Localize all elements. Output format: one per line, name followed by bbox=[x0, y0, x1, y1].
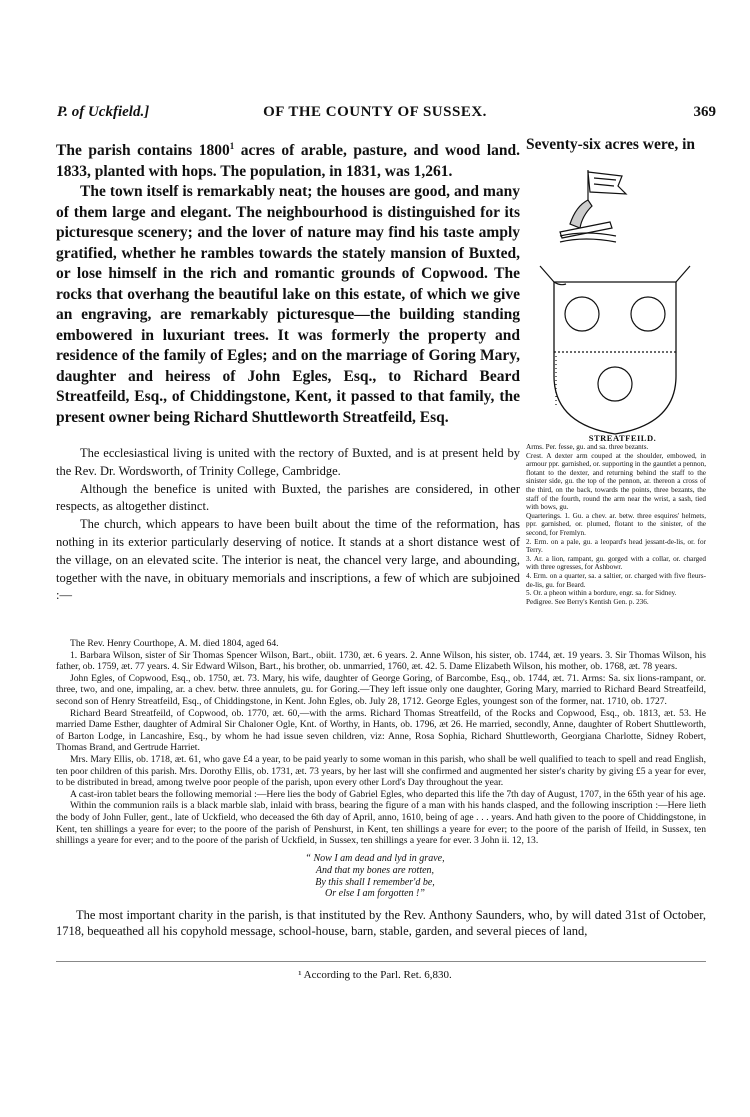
church-text bbox=[56, 445, 520, 605]
arms-line: 4. Erm. on a quarter, sa. a saltier, or. charged with five fleurs-de-lis, gu. for Beard. bbox=[526, 571, 706, 589]
memorial-notes bbox=[56, 638, 706, 847]
charity-text bbox=[56, 908, 706, 939]
church-paragraph-2: Although the benefice is united with Buxted, the parishes are considered, in other respects, as altogether distinct. bbox=[56, 481, 520, 514]
memorial-note: Mrs. Mary Ellis, ob. 1718, æt. 61, who gave £4 a year, to be paid yearly to some woman in this parish, who shall be well qualified to teach to spell and read English, ten poor children of this parish. Mrs. Dorothy Ellis, ob. 1731, æt. 73 years, by her last will she confirmed and augmented her sister's charity by giving £5 a year for ever, to be distributed in bread, among twelve poor people of the parish, upon every other Lord's Day throughout the year. bbox=[56, 753, 706, 789]
arms-title: STREATFEILD. bbox=[588, 433, 657, 443]
epitaph-poem bbox=[0, 853, 750, 900]
memorial-note: The Rev. Henry Courthope, A. M. died 1804, aged 64. bbox=[70, 638, 279, 649]
charity-paragraph: The most important charity in the parish, is that instituted by the Rev. Anthony Saunders, who, by will dated 31st of October, 1718, bequeathed all his copyhold message, school-house, barn, stable, garden, and several pieces of land, bbox=[56, 908, 706, 938]
page-number: 369 bbox=[693, 104, 716, 120]
arms-line: Quarterings. 1. Gu. a chev. ar. betw. three esquires' helmets, ppr. garnished, or. plumed, flotant to the sinister, of the second, for Fremlyn. bbox=[526, 511, 706, 537]
arms-line: Pedigree. See Berry's Kentish Gen. p. 236. bbox=[526, 597, 649, 606]
footnote: ¹ According to the Parl. Ret. 6,830. bbox=[298, 969, 452, 981]
footnote-rule bbox=[56, 961, 706, 962]
church-paragraph-1: The ecclesiastical living is united with the rectory of Buxted, and is at present held by the Rev. Dr. Wordsworth, of Trinity College, Cambridge. bbox=[56, 446, 520, 478]
poem-line: By this shall I remember'd be, bbox=[315, 876, 435, 888]
arms-line: Arms. Per. fesse, gu. and sa. three bezants. bbox=[526, 443, 649, 451]
memorial-note: 1. Barbara Wilson, sister of Sir Thomas Spencer Wilson, Bart., obiit. 1730, æt. 6 years. 2. Anne Wilson, his sister, ob. 1744, æt. 19 years. 3. Sir Thomas Wilson, his father, ob. 1759, æt. 77 years. 4. Sir Edward Wilson, Bart., his brother, ob. unmarried, 1760, æt. 42. 5. Dame Elizabeth Wilson, his mother, ob. 1768, æt. 78 years. bbox=[56, 649, 706, 673]
poem-line: And that my bones are rotten, bbox=[315, 864, 435, 876]
memorial-note: A cast-iron tablet bears the following memorial :—Here lies the body of Gabriel Egles, who departed this life the 7th day of August, 1707, in the 65th year of his age. bbox=[70, 788, 706, 800]
memorial-note: Richard Beard Streatfeild, of Copwood, ob. 1770, æt. 60,—with the arms. Richard Thomas Streatfeild, of the Rocks and Copwood, Esq., ob. 1813, æt. 53. He married Dame Esther, daughter of Admiral Sir Chaloner Ogle, Knt. of Worthy, in Hants, ob. 1796, æt 26. He married, secondly, Anne, daughter of Robert Shuttleworth, of Barton Lodge, in Lancashire, Esq., by whom he had issue seven children, viz: Anne, Rosa Sophia, Richard Shuttleworth, Georgiana Charlotte, Sidney Robert, Thomas Brand, and Gertrude Harriet. bbox=[56, 707, 706, 754]
memorial-note: Within the communion rails is a black marble slab, inlaid with brass, bearing the figure of a man with his hands clasped, and the following inscription :—Here lieth the body of John Fuller, gent., late of Uckfield, who deceased the 6th day of April, anno, 1610, being of age . . . years. And hath given to the poore of Chiddingstone, in Kent, ten shillings a yeare for ever; to the poore of the parish of Penshurst, in Kent, ten shillings a yeare for ever; to the poore of the parish of Ifeild, in Sussex, ten shillings a yeare for ever; and to the poore of the parish of Uckfield, in Sussex, ten shillings a yeare for ever. 3 John ii. 12, 13. bbox=[56, 800, 706, 847]
coat-of-arms-icon bbox=[530, 166, 710, 436]
arms-line: 3. Ar. a lion, rampant, gu. gorged with a collar, or. charged with three ogresses, for Ashbowr. bbox=[526, 554, 706, 572]
main-text bbox=[56, 136, 520, 428]
poem-line: “ Now I am dead and lyd in grave, bbox=[305, 853, 445, 864]
main-paragraph-1: The parish contains 1800$^1$ acres of arable, pasture, and wood land. 1833, planted with hops. The population, in 1831, was 1,261. bbox=[56, 141, 520, 180]
memorial-note: John Egles, of Copwood, Esq., ob. 1750, æt. 73. Mary, his wife, daughter of George Goring, of Barcombe, Esq., ob. 1744, æt. 71. Arms: Sa. six lions-rampant, or. three, two, and one, impaling, ar. a chev. betw. three annulets, gu. for Goring.—They left issue only one daughter, Goring Mary, married to Richard Beard Streatfeild, second son of Henry Streatfeild, Esq., of Chiddingstone, in Kent. John Egles, ob. July 28, 1712. George Egles, youngest son of the former, nat. 1710, ob. 1727. bbox=[56, 672, 706, 707]
main-paragraph-2: The town itself is remarkably neat; the houses are good, and many of them large and elegant. The neighbourhood is distinguished for its picturesque scenery; and the lover of nature may find his taste amply gratified, whether he rambles towards the stately mansion of Buxted, or lose himself in the rich and romantic grounds of Copwood. The rocks that overhang the beautiful lake on this estate, of which we give an engraving, are remarkably picturesque—the building standing embowered in luxuriant trees. It was formerly the property and residence of the family of Egles; and on the marriage of Goring Mary, daughter and heiress of John Egles, Esq., to Richard Beard Streatfeild, Esq., of Chiddingstone, Kent, it passed to that family, the present owner being Richard Shuttleworth Streatfeild, Esq. bbox=[56, 183, 520, 426]
church-paragraph-3: The church, which appears to have been built about the time of the reformation, has nothing in its exterior particularly deserving of notice. It stands at a short distance west of the village, on an elevated scite. The interior is neat, the chancel very large, and abounding, together with the nave, in obituary memorials and inscriptions, a few of which are subjoined :— bbox=[56, 517, 520, 603]
running-head-title: OF THE COUNTY OF SUSSEX. bbox=[263, 104, 487, 120]
poem-line: Or else I am forgotten !” bbox=[325, 888, 425, 900]
running-head-left: P. of Uckfield.] bbox=[57, 104, 150, 120]
arms-line: Crest. A dexter arm couped at the shoulder, embowed, in armour ppr. garnished, or. supporting in the gauntlet a pennon, flotant to the dexter, and returning behind the staff to the sinister side, gu. the top of the pennon, ar. thereon a cross of the third, on the back, towards the points, three bezants, the staff of the fourth, round the arm near the wrist, a sash, tied with bows, gu. bbox=[526, 451, 706, 512]
side-continuation: Seventy-six acres were, in bbox=[526, 136, 696, 153]
arms-line: 2. Erm. on a pale, gu. a leopard's head jessant-de-lis, or. for Terry. bbox=[526, 537, 706, 555]
coat-of-arms-illustration bbox=[530, 166, 710, 436]
arms-line: 5. Or. a pheon within a bordure, engr. sa. for Sidney. bbox=[526, 589, 677, 598]
arms-description bbox=[526, 443, 706, 606]
